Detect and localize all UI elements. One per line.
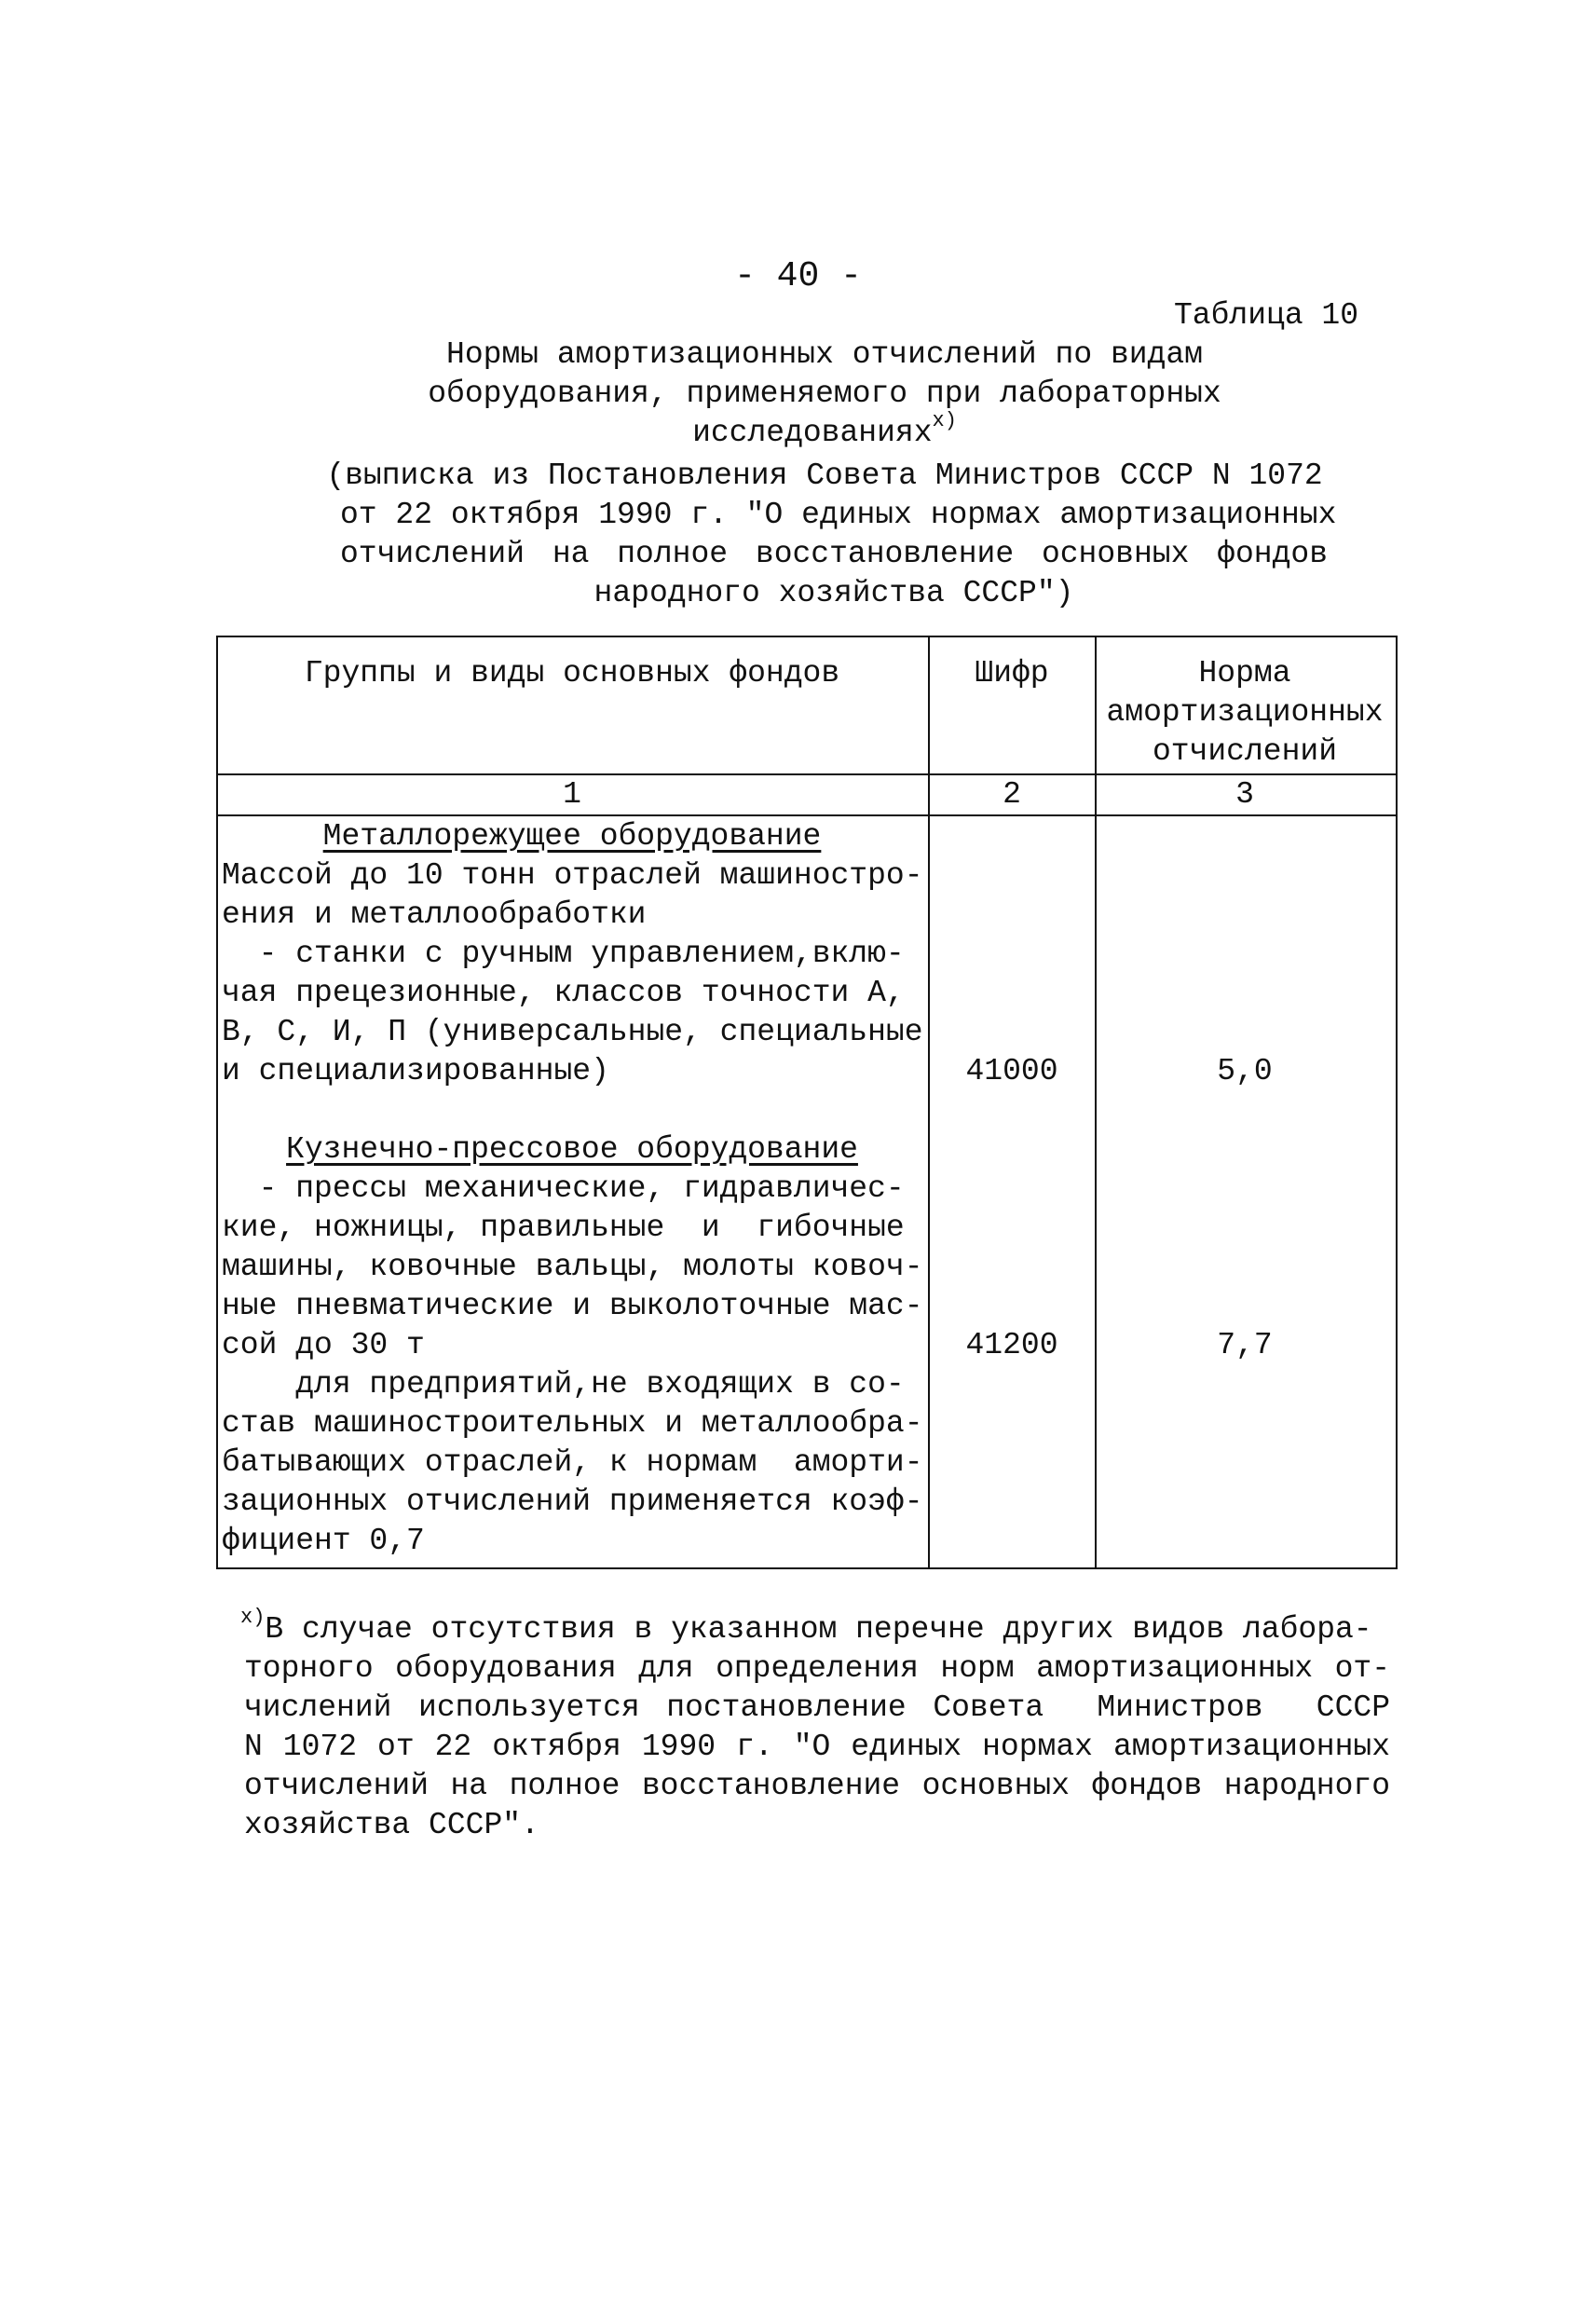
- page-number: - 40 -: [734, 256, 862, 296]
- group-heading: Металлорежущее оборудование: [322, 819, 822, 854]
- column-number: 1: [563, 777, 581, 812]
- group-heading: Кузнечно-прессовое оборудование: [286, 1132, 858, 1167]
- table-title-line: [317, 409, 1332, 453]
- footnote-line: числений используется постановление Совета Министров СССР: [244, 1690, 1390, 1725]
- group-text-line: и специализированные): [222, 1054, 609, 1088]
- subtitle-line: (выписка из Постановления Совета Министров СССР N 1072: [326, 458, 1323, 493]
- group-text-line: фициент 0,7: [222, 1524, 425, 1558]
- group-rate: 7,7: [1217, 1328, 1273, 1362]
- table-right-border: [1396, 636, 1398, 1569]
- group-text-line: зационных отчислений применяется коэф-: [222, 1484, 923, 1519]
- header-rate-line: амортизационных: [1106, 695, 1384, 730]
- footnote-line: [240, 1606, 1386, 1649]
- table-title-line: оборудования, применяемого при лабораторных: [428, 376, 1221, 411]
- table-top-border: [216, 636, 1398, 637]
- group-code: 41000: [965, 1054, 1058, 1088]
- numbering-row-border: [216, 814, 1398, 816]
- group-text-line: чая прецезионные, классов точности А,: [222, 976, 905, 1010]
- table-left-border: [216, 636, 218, 1569]
- group-text-line: ения и металлообработки: [222, 897, 647, 932]
- column-number: 2: [1003, 777, 1021, 812]
- footnote-marker: х): [240, 1606, 266, 1629]
- table-label: Таблица 10: [1174, 298, 1359, 333]
- footnote-first-words: В случае отсутствия в указанном перечне других видов лабора-: [265, 1612, 1372, 1647]
- column-number: 3: [1235, 777, 1254, 812]
- footnote-line: торного оборудования для определения норм амортизационных от-: [244, 1651, 1390, 1686]
- subtitle-line: от 22 октября 1990 г. "О единых нормах амортизационных: [340, 498, 1337, 532]
- table-title-line: Нормы амортизационных отчислений по видам: [446, 337, 1203, 372]
- group-text-line: - прессы механические, гидравличес-: [222, 1171, 905, 1206]
- footnote-line: N 1072 от 22 октября 1990 г. "О единых нормах амортизационных: [244, 1730, 1390, 1764]
- column-divider: [1095, 636, 1097, 1569]
- header-groups: Группы и виды основных фондов: [304, 656, 840, 691]
- group-text-line: батывающих отраслей, к нормам аморти-: [222, 1445, 923, 1480]
- group-text-line: став машиностроительных и металлообра-: [222, 1406, 923, 1441]
- group-text-line: для предприятий,не входящих в со-: [222, 1367, 905, 1402]
- group-text-line: ные пневматические и выколоточные мас-: [222, 1289, 923, 1323]
- column-divider: [928, 636, 930, 1569]
- header-rate-line: Норма: [1198, 656, 1291, 691]
- group-text-line: Массой до 10 тонн отраслей машиностро-: [222, 858, 923, 893]
- footnote-line: отчислений на полное восстановление основных фондов народного: [244, 1769, 1390, 1803]
- footnote-line: хозяйства СССР".: [244, 1808, 539, 1842]
- group-text-line: В, С, И, П (универсальные, специальные: [222, 1015, 923, 1049]
- group-text-line: сой до 30 т: [222, 1328, 425, 1362]
- subtitle-line: народного хозяйства СССР"): [593, 576, 1074, 610]
- header-rate-line: отчислений: [1152, 734, 1338, 769]
- group-code: 41200: [965, 1328, 1058, 1362]
- subtitle-line: отчислений на полное восстановление основных фондов: [340, 537, 1328, 571]
- table-bottom-border: [216, 1567, 1398, 1569]
- group-text-line: - станки с ручным управлением,вклю-: [222, 937, 905, 971]
- header-code: Шифр: [975, 656, 1049, 691]
- title-footnote-marker: х): [932, 409, 957, 432]
- group-text-line: машины, ковочные вальцы, молоты ковоч-: [222, 1250, 923, 1284]
- title-last-words: исследованиях: [692, 416, 933, 450]
- group-text-line: кие, ножницы, правильные и гибочные: [222, 1211, 905, 1245]
- group-rate: 5,0: [1217, 1054, 1273, 1088]
